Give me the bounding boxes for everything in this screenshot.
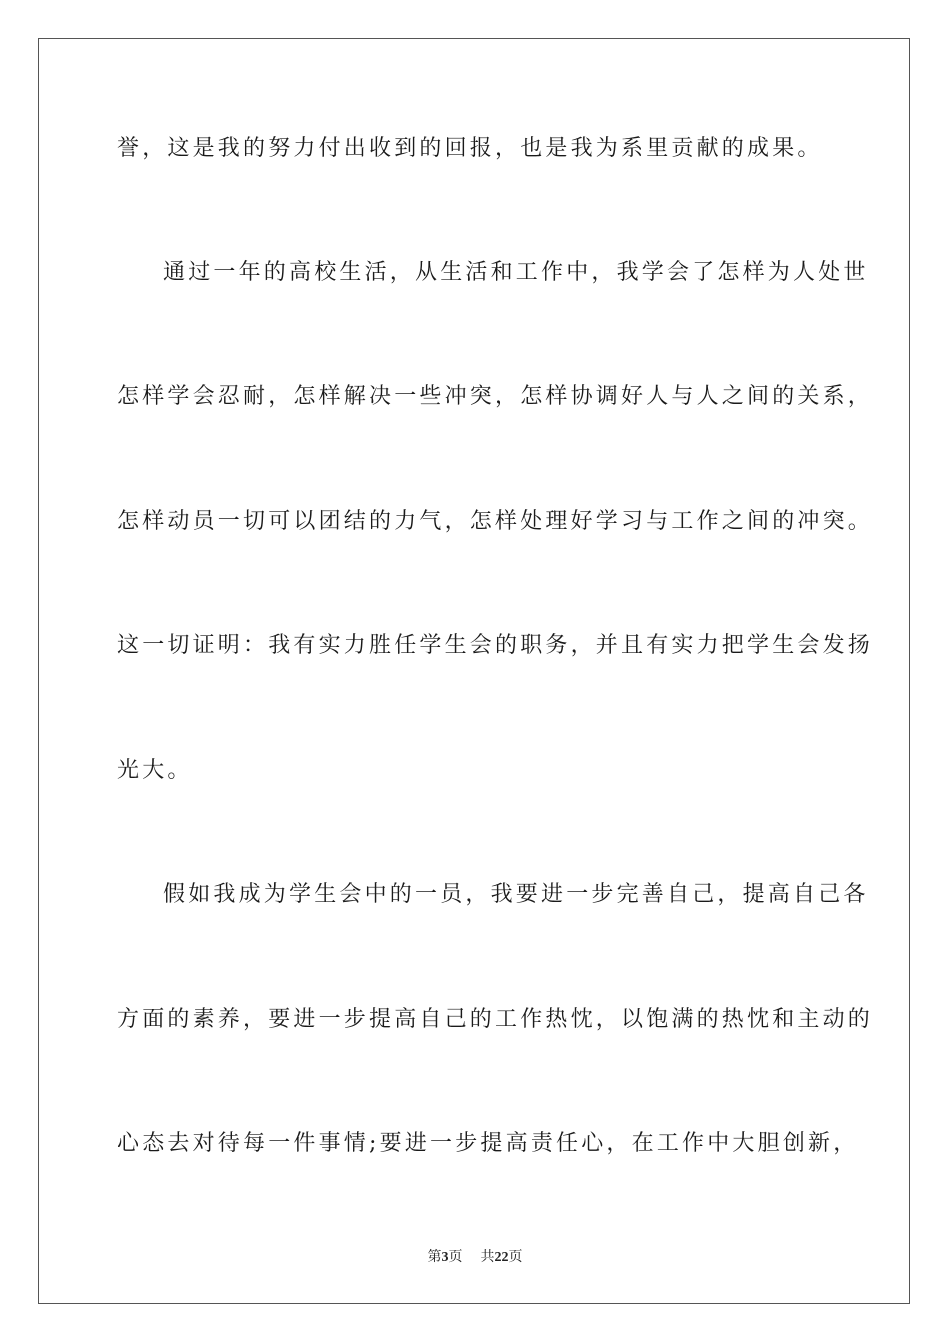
total-prefix: 共 [480, 1249, 495, 1265]
text-line-3: 怎样学会忍耐，怎样解决一些冲突，怎样协调好人与人之间的关系， [117, 384, 874, 409]
total-pages: 22 [494, 1250, 509, 1265]
page-prefix: 第 [427, 1249, 442, 1265]
page-border [38, 38, 910, 1304]
text-line-1: 誉，这是我的努力付出收到的回报，也是我为系里贡献的成果。 [117, 136, 823, 161]
page-footer [0, 1247, 950, 1268]
text-line-2: 通过一年的高校生活，从生活和工作中，我学会了怎样为人处世 [163, 260, 869, 285]
text-line-8: 方面的素养，要进一步提高自己的工作热忱，以饱满的热忱和主动的 [117, 1007, 874, 1032]
page-number: 3 [441, 1250, 449, 1265]
total-suffix: 页 [508, 1249, 523, 1265]
text-line-4: 怎样动员一切可以团结的力气，怎样处理好学习与工作之间的冲突。 [117, 509, 874, 534]
text-line-5: 这一切证明：我有实力胜任学生会的职务，并且有实力把学生会发扬 [117, 633, 874, 658]
text-line-7: 假如我成为学生会中的一员，我要进一步完善自己，提高自己各 [163, 882, 869, 907]
text-line-9: 心态去对待每一件事情;要进一步提高责任心，在工作中大胆创新， [117, 1131, 859, 1156]
page-suffix: 页 [448, 1249, 463, 1265]
text-line-6: 光大。 [117, 758, 193, 783]
